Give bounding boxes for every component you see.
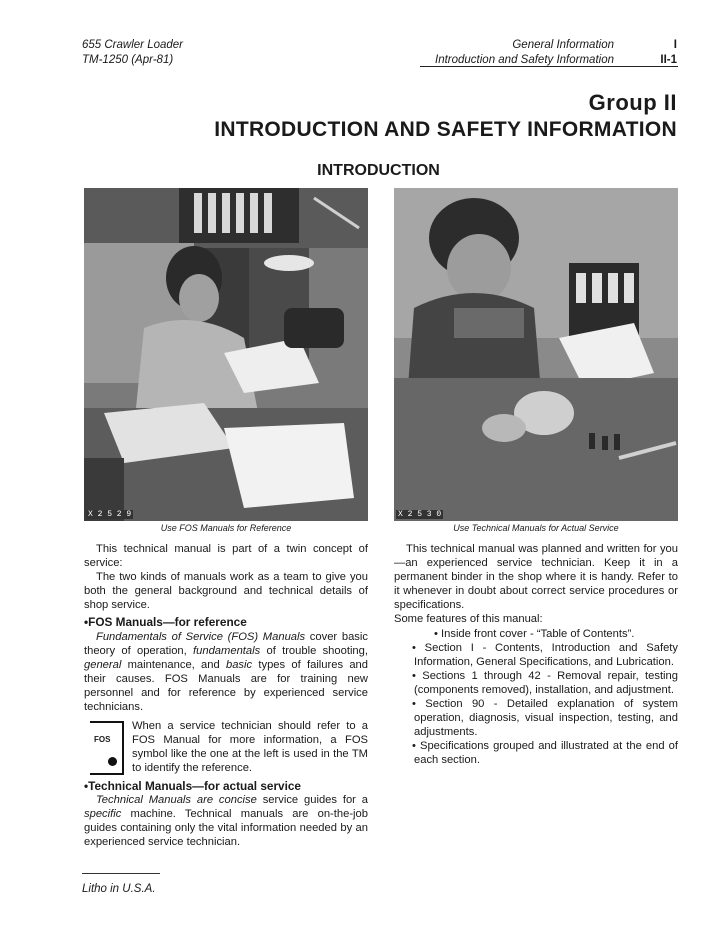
photo-technical-manuals	[394, 188, 678, 521]
feature-item: • Specifications grouped and illustrated at the end of each section.	[412, 740, 678, 767]
left-column	[84, 542, 368, 849]
fos-text-general: general	[84, 658, 122, 671]
technical-manuals-heading: •Technical Manuals—for actual service	[84, 778, 301, 793]
photo-technical-manuals-image	[394, 188, 678, 521]
header-group: Introduction and Safety Information	[435, 54, 614, 66]
fos-text-basic: basic	[225, 658, 253, 671]
twin-concept-paragraph: This technical manual is part of a twin concept of service:	[84, 543, 368, 570]
tech-text-2: machine. Technical manuals are on-the-job guides containing only the vital information needed by an experienced service technician.	[84, 807, 368, 848]
planned-written-paragraph: This technical manual was planned and written for you—an experienced service technician. Keep it in a permanent binder in the shop where it is handy. Refer to it whenever in doubt about correct service procedures or specifications.	[394, 543, 678, 612]
photo-technical-caption: Use Technical Manuals for Actual Service	[453, 523, 619, 533]
fos-symbol-label: FOS	[94, 735, 111, 744]
header-page-number: II-1	[660, 54, 677, 66]
technical-manuals-paragraph	[84, 793, 368, 849]
fos-symbol-icon	[90, 721, 124, 775]
feature-item: • Section 90 - Detailed explanation of system operation, diagnosis, visual inspection, testing, and adjustments.	[412, 698, 678, 739]
feature-item: • Inside front cover - “Table of Contents”.	[434, 627, 635, 640]
header-section: General Information	[512, 39, 614, 51]
fos-manuals-paragraph	[84, 630, 368, 715]
right-column	[394, 542, 678, 768]
feature-item: • Sections 1 through 42 - Removal repair, testing (components removed), installation, and adjustment.	[412, 669, 678, 696]
team-paragraph: The two kinds of manuals work as a team to give you both the general background and technical details of shop service.	[84, 571, 368, 612]
header-tm-number: TM-1250 (Apr-81)	[82, 54, 174, 66]
header-middle	[435, 38, 614, 68]
photo-fos-id: X 2 5 2 9	[88, 510, 132, 519]
header-left	[82, 38, 183, 68]
photo-fos-manuals	[84, 188, 368, 521]
footer-rule	[82, 873, 160, 874]
fos-text-4: types of failures and their causes. FOS Manuals are for training new personnel and for reference by experienced service technicians.	[84, 658, 368, 714]
fos-manuals-heading: •FOS Manuals—for reference	[84, 615, 247, 630]
header-section-number: I	[673, 39, 677, 51]
features-intro: Some features of this manual:	[394, 613, 543, 626]
photo-fos-manuals-image	[84, 188, 368, 521]
feature-item: • Section I - Contents, Introduction and Safety Information, General Specifications, and Lubrication.	[412, 641, 678, 668]
photo-fos-caption: Use FOS Manuals for Reference	[160, 523, 292, 533]
header-rule	[420, 66, 678, 67]
group-label: Group II	[588, 90, 677, 115]
page-title: INTRODUCTION AND SAFETY INFORMATION	[214, 118, 677, 141]
fos-text-fundamentals: fundamentals	[193, 644, 261, 657]
tech-text-concise: Technical Manuals are concise	[96, 793, 257, 806]
fos-text-1: cover basic theory of operation,	[84, 630, 368, 657]
section-subtitle: INTRODUCTION	[317, 162, 440, 179]
fos-text-3: maintenance, and	[121, 658, 226, 671]
footer-litho: Litho in U.S.A.	[82, 883, 156, 895]
fos-manuals-term: Fundamentals of Service (FOS) Manuals	[96, 630, 306, 643]
fos-symbol-paragraph: When a service technician should refer to a FOS Manual for more information, a FOS symbol like the one at the left is used in the TM to identify the reference.	[132, 720, 368, 775]
photo-technical-id: X 2 5 3 0	[398, 510, 442, 519]
header-model: 655 Crawler Loader	[82, 39, 184, 51]
tech-text-1: service guides for a	[256, 793, 368, 806]
fos-symbol-dot	[108, 757, 117, 766]
fos-text-2: of trouble shooting,	[260, 644, 368, 657]
header-right	[660, 38, 677, 68]
tech-text-specific: specific	[84, 807, 122, 820]
